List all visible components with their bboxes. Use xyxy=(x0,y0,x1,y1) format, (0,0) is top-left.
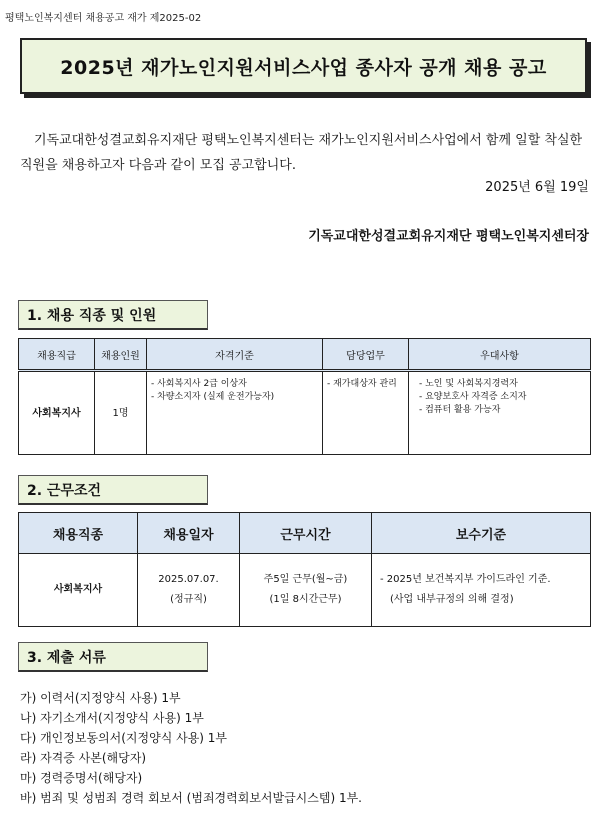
list-item: - 차량소지자 (실제 운전가능자) xyxy=(151,391,318,404)
section1-heading: 1. 채용 직종 및 인원 xyxy=(18,300,208,330)
working-conditions-table xyxy=(18,512,591,627)
recruitment-table xyxy=(18,338,591,455)
position-cell: 사회복지사 xyxy=(19,554,138,627)
header-cell: 근무시간 xyxy=(240,513,372,554)
count-cell: 1명 xyxy=(95,371,147,455)
header-cell: 자격기준 xyxy=(147,339,323,371)
header-cell: 채용직종 xyxy=(19,513,138,554)
page-title: 2025년 재가노인지원서비스사업 종사자 공개 채용 공고 xyxy=(60,56,547,79)
header-cell: 채용직급 xyxy=(19,339,95,371)
header-cell: 담당업무 xyxy=(323,339,409,371)
qualifications-cell xyxy=(147,371,323,455)
list-item: - 재가대상자 관리 xyxy=(327,378,404,391)
title-box xyxy=(20,38,587,94)
list-item: - 노인 및 사회복지경력자 xyxy=(419,378,586,391)
header-cell: 우대사항 xyxy=(409,339,591,371)
intro-paragraph: 기독교대한성결교회유지재단 평택노인복지센터는 재가노인지원서비스사업에서 함께 일할 착실한 직원을 채용하고자 다음과 같이 모집 공고합니다. xyxy=(20,133,583,173)
document-number: 평택노인복지센터 채용공고 재가 제2025-02 xyxy=(5,13,202,24)
work-days: 주5일 근무(월~금) xyxy=(263,574,348,585)
announcement-date: 2025년 6월 19일 xyxy=(485,180,589,195)
required-documents-list xyxy=(20,688,362,808)
hours-cell xyxy=(240,554,372,627)
table-header-row xyxy=(19,513,591,554)
header-cell: 보수기준 xyxy=(372,513,591,554)
table-row xyxy=(19,371,591,455)
list-item: 가) 이력서(지정양식 사용) 1부 xyxy=(20,691,181,705)
list-item: - 사회복지사 2급 이상자 xyxy=(151,378,318,391)
pay-note: (사업 내부규정의 의해 결정) xyxy=(390,594,514,605)
employment-type: (정규직) xyxy=(170,594,207,605)
header-cell: 채용인원 xyxy=(95,339,147,371)
position-cell: 사회복지사 xyxy=(19,371,95,455)
section3-heading: 3. 제출 서류 xyxy=(18,642,208,672)
section2-heading: 2. 근무조건 xyxy=(18,475,208,505)
list-item: 나) 자기소개서(지정양식 사용) 1부 xyxy=(20,711,204,725)
start-date: 2025.07.07. xyxy=(158,574,219,585)
list-item: - 컴퓨터 활용 가능자 xyxy=(419,404,586,417)
pay-cell xyxy=(372,554,591,627)
list-item: - 요양보호사 자격증 소지자 xyxy=(419,391,586,404)
pay-standard: - 2025년 보건복지부 가이드라인 기준. xyxy=(380,574,551,585)
work-hours: (1일 8시간근무) xyxy=(269,594,342,605)
list-item: 바) 범죄 및 성범죄 경력 회보서 (범죄경력회보서발급시스템) 1부. xyxy=(20,791,362,805)
header-cell: 채용일자 xyxy=(138,513,240,554)
list-item: 마) 경력증명서(해당자) xyxy=(20,771,143,785)
start-date-cell xyxy=(138,554,240,627)
table-header-row xyxy=(19,339,591,371)
organization-signature: 기독교대한성결교회유지재단 평택노인복지센터장 xyxy=(308,229,589,244)
list-item: 라) 자격증 사본(해당자) xyxy=(20,751,147,765)
duties-cell xyxy=(323,371,409,455)
preferences-cell xyxy=(409,371,591,455)
list-item: 다) 개인정보동의서(지정양식 사용) 1부 xyxy=(20,731,228,745)
table-row xyxy=(19,554,591,627)
